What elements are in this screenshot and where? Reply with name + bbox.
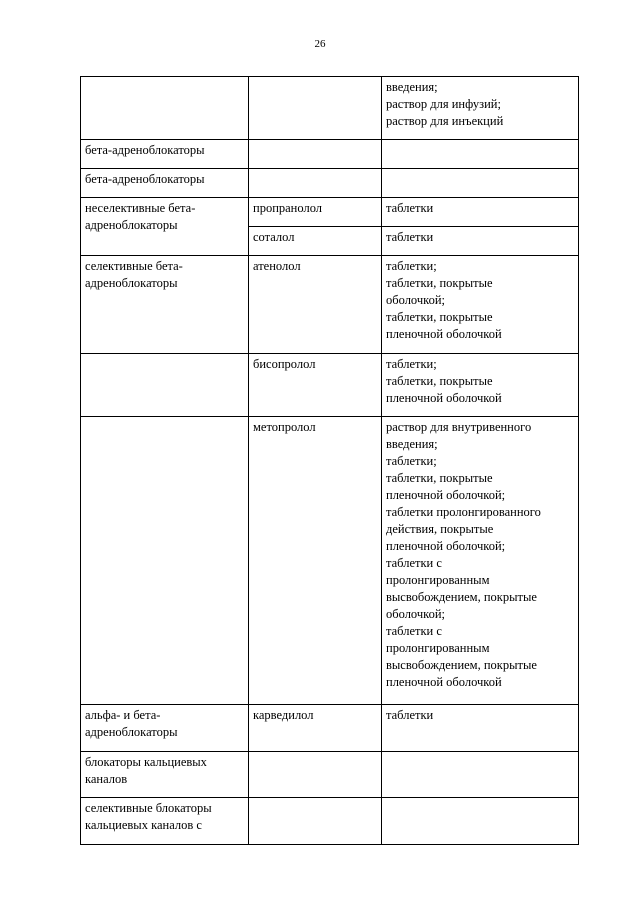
forms-line: пролонгированным <box>386 641 490 655</box>
forms-line: раствор для внутривенного <box>386 420 532 434</box>
table-row <box>81 198 579 227</box>
forms-line: введения; <box>386 80 438 94</box>
drug-line: пропранолол <box>253 201 323 215</box>
drug-cell <box>249 705 382 752</box>
table-row <box>81 256 579 354</box>
group-line: селективные блокаторы <box>85 801 212 815</box>
table-row <box>81 705 579 752</box>
group-cell <box>81 354 249 417</box>
forms-line: действия, покрытые <box>386 522 494 536</box>
forms-line: раствор для инъекций <box>386 114 504 128</box>
group-line: адреноблокаторы <box>85 276 178 290</box>
forms-line: пролонгированным <box>386 573 490 587</box>
group-line: неселективные бета- <box>85 201 196 215</box>
forms-cell <box>382 140 579 169</box>
forms-line: таблетки с <box>386 624 442 638</box>
forms-line: раствор для инфузий; <box>386 97 501 111</box>
drug-cell <box>249 256 382 354</box>
group-line: бета-адреноблокаторы <box>85 143 205 157</box>
forms-cell <box>382 198 579 227</box>
table-row <box>81 798 579 845</box>
drug-cell <box>249 798 382 845</box>
forms-line: таблетки, покрытые <box>386 276 493 290</box>
forms-line: таблетки <box>386 201 434 215</box>
group-line: бета-адреноблокаторы <box>85 172 205 186</box>
group-cell <box>81 77 249 140</box>
forms-cell <box>382 256 579 354</box>
group-line: селективные бета- <box>85 259 183 273</box>
drug-cell <box>249 752 382 798</box>
forms-line: высвобождением, покрытые <box>386 658 537 672</box>
table-row <box>81 752 579 798</box>
drug-line: карведилол <box>253 708 314 722</box>
group-cell <box>81 752 249 798</box>
forms-cell <box>382 798 579 845</box>
table-row <box>81 354 579 417</box>
drug-line: соталол <box>253 230 295 244</box>
forms-line: таблетки пролонгированного <box>386 505 541 519</box>
forms-line: высвобождением, покрытые <box>386 590 537 604</box>
forms-line: оболочкой; <box>386 293 445 307</box>
drug-cell <box>249 140 382 169</box>
forms-line: пленочной оболочкой <box>386 327 502 341</box>
forms-line: таблетки; <box>386 259 437 273</box>
forms-line: таблетки <box>386 708 434 722</box>
group-cell <box>81 417 249 705</box>
drug-line: метопролол <box>253 420 316 434</box>
table-row <box>81 140 579 169</box>
forms-line: таблетки, покрытые <box>386 374 493 388</box>
drug-cell <box>249 354 382 417</box>
forms-line: таблетки с <box>386 556 442 570</box>
drug-line: атенолол <box>253 259 301 273</box>
forms-line: пленочной оболочкой <box>386 675 502 689</box>
forms-line: таблетки, покрытые <box>386 471 493 485</box>
forms-cell <box>382 354 579 417</box>
forms-cell <box>382 752 579 798</box>
group-cell <box>81 705 249 752</box>
group-line: адреноблокаторы <box>85 725 178 739</box>
forms-cell <box>382 77 579 140</box>
forms-line: таблетки, покрытые <box>386 310 493 324</box>
group-cell <box>81 140 249 169</box>
drug-line: бисопролол <box>253 357 316 371</box>
forms-cell <box>382 169 579 198</box>
group-cell <box>81 256 249 354</box>
group-line: блокаторы кальциевых <box>85 755 207 769</box>
drug-classification-table <box>80 76 579 845</box>
table-row <box>81 417 579 705</box>
table-body <box>81 77 579 845</box>
forms-cell <box>382 705 579 752</box>
forms-line: пленочной оболочкой <box>386 391 502 405</box>
table-row <box>81 169 579 198</box>
group-line: альфа- и бета- <box>85 708 161 722</box>
forms-cell <box>382 227 579 256</box>
drug-cell <box>249 198 382 227</box>
forms-cell <box>382 417 579 705</box>
drug-cell <box>249 227 382 256</box>
group-cell <box>81 798 249 845</box>
forms-line: таблетки; <box>386 454 437 468</box>
forms-line: пленочной оболочкой; <box>386 539 506 553</box>
forms-line: введения; <box>386 437 438 451</box>
drug-cell <box>249 169 382 198</box>
group-line: кальциевых каналов с <box>85 818 202 832</box>
group-cell <box>81 169 249 198</box>
forms-line: пленочной оболочкой; <box>386 488 506 502</box>
forms-line: таблетки; <box>386 357 437 371</box>
table-row <box>81 77 579 140</box>
group-line: каналов <box>85 772 128 786</box>
page-number: 26 <box>314 38 326 50</box>
forms-line: таблетки <box>386 230 434 244</box>
group-line: адреноблокаторы <box>85 218 178 232</box>
group-cell <box>81 198 249 256</box>
drug-cell <box>249 417 382 705</box>
forms-line: оболочкой; <box>386 607 445 621</box>
drug-cell <box>249 77 382 140</box>
